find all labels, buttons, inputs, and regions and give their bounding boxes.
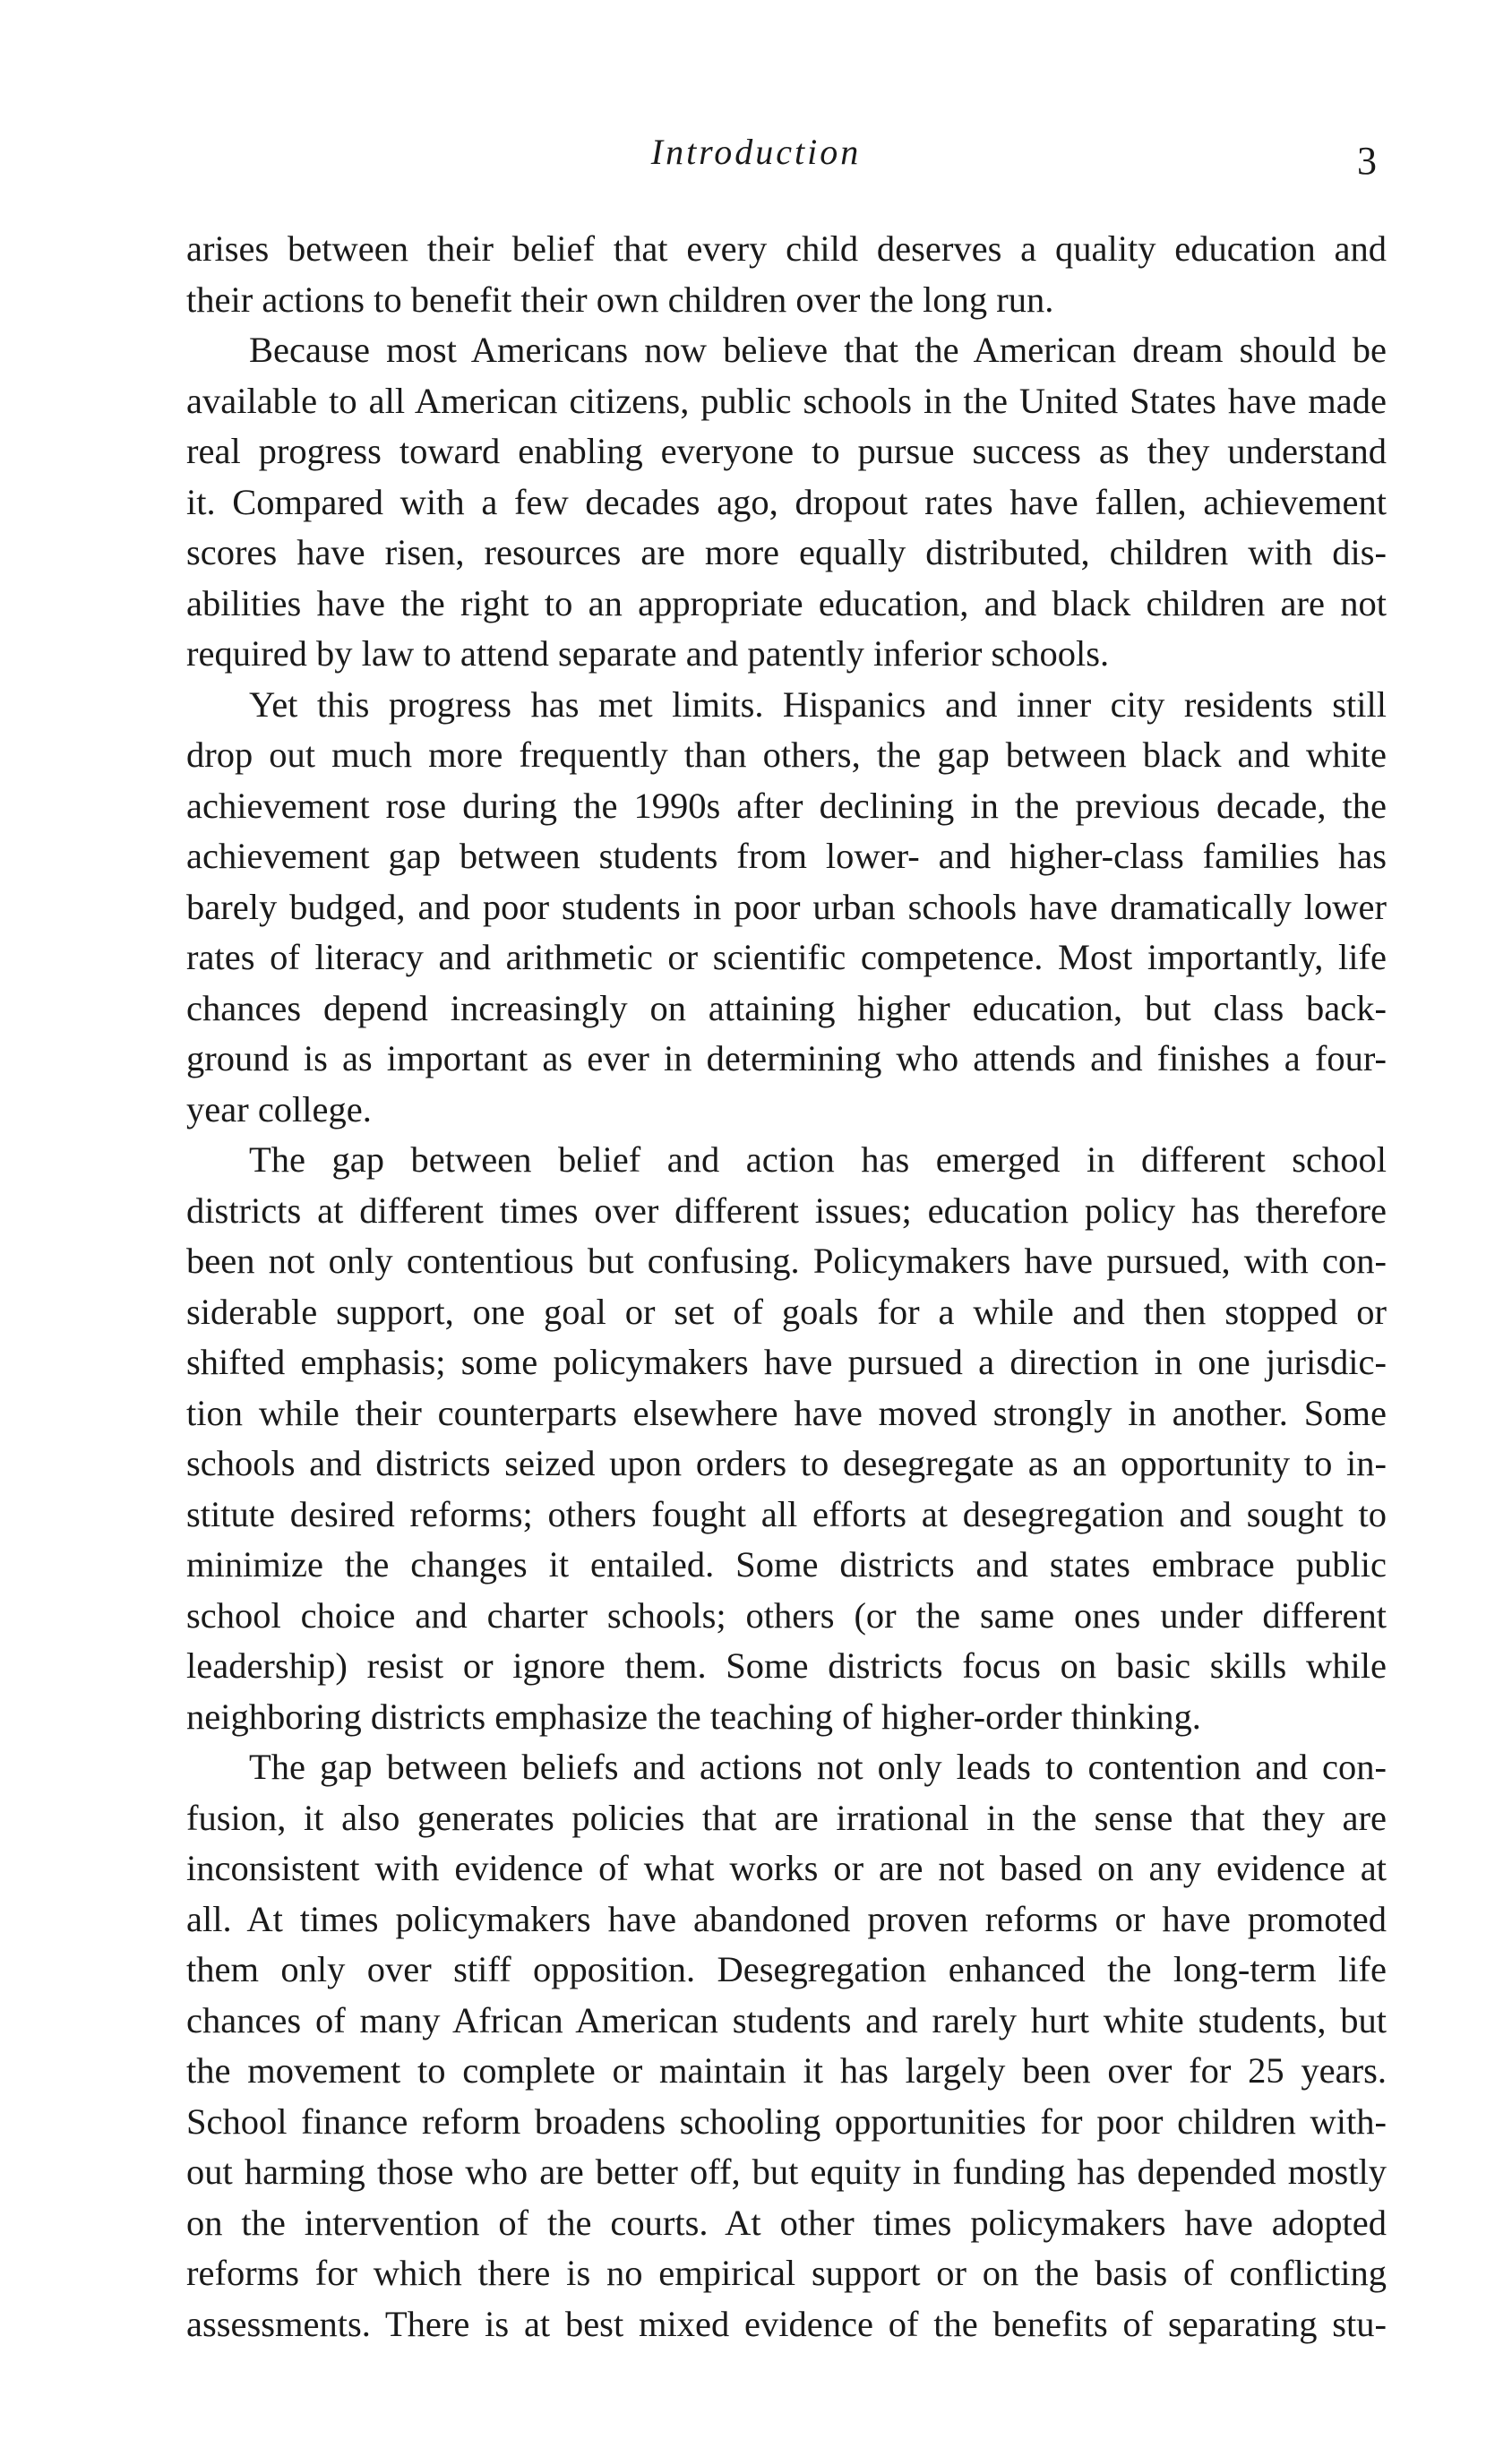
text-line: leadership) resist or ignore them. Some districts focus on basic skills while bbox=[186, 1645, 1387, 1686]
text-line: ground is as important as ever in determining who attends and finishes a four- bbox=[186, 1038, 1387, 1078]
text-line: tion while their counterparts elsewhere have moved strongly in another. Some bbox=[186, 1392, 1387, 1433]
text-line: required by law to attend separate and patently inferior schools. bbox=[186, 633, 1110, 674]
body-text bbox=[186, 224, 1387, 2349]
running-head bbox=[0, 131, 1512, 185]
text-line: minimize the changes it entailed. Some districts and states embrace public bbox=[186, 1544, 1387, 1585]
text-line: School finance reform broadens schooling opportunities for poor children with- bbox=[186, 2100, 1387, 2142]
chapter-title: Introduction bbox=[650, 132, 862, 172]
text-line: fusion, it also generates policies that are irrational in the sense that they are bbox=[186, 1797, 1387, 1838]
text-line: inconsistent with evidence of what works or are not based on any evidence at bbox=[186, 1848, 1387, 1888]
text-line: scores have risen, resources are more equally distributed, children with dis- bbox=[186, 532, 1387, 572]
text-line: stitute desired reforms; others fought all efforts at desegregation and sought to bbox=[186, 1493, 1387, 1534]
text-line: arises between their belief that every child deserves a quality education and bbox=[186, 228, 1387, 269]
text-line: all. At times policymakers have abandoned proven reforms or have promoted bbox=[186, 1898, 1387, 1939]
text-line: chances of many African American students and rarely hurt white students, but bbox=[186, 1999, 1387, 2040]
text-line: on the intervention of the courts. At other times policymakers have adopted bbox=[186, 2202, 1387, 2243]
text-line: assessments. There is at best mixed evidence of the benefits of separating stu- bbox=[186, 2303, 1387, 2344]
text-line: their actions to benefit their own children over the long run. bbox=[186, 279, 1054, 320]
text-line: barely budged, and poor students in poor urban schools have dramatically lower bbox=[186, 886, 1387, 927]
text-line: reforms for which there is no empirical support or on the basis of conflicting bbox=[186, 2253, 1387, 2293]
text-line: Yet this progress has met limits. Hispanics and inner city residents still bbox=[249, 683, 1387, 725]
text-line: achievement gap between students from lower- and higher-class families has bbox=[186, 836, 1387, 876]
text-line: districts at different times over different issues; education policy has therefore bbox=[186, 1190, 1387, 1231]
text-line: achievement rose during the 1990s after declining in the previous decade, the bbox=[186, 785, 1387, 826]
text-line: shifted emphasis; some policymakers have pursued a direction in one jurisdic- bbox=[186, 1342, 1387, 1382]
text-line: siderable support, one goal or set of goals for a while and then stopped or bbox=[186, 1291, 1387, 1332]
page-number: 3 bbox=[1357, 139, 1377, 183]
text-line: schools and districts seized upon orders to desegregate as an opportunity to in- bbox=[186, 1443, 1387, 1483]
text-line: chances depend increasingly on attaining higher education, but class back- bbox=[186, 987, 1387, 1028]
text-line: the movement to complete or maintain it has largely been over for 25 years. bbox=[186, 2050, 1387, 2091]
text-line: The gap between beliefs and actions not only leads to contention and con- bbox=[249, 1747, 1387, 1787]
text-line: school choice and charter schools; others (or the same ones under different bbox=[186, 1594, 1387, 1636]
text-line: year college. bbox=[186, 1088, 372, 1130]
text-line: been not only contentious but confusing. Policymakers have pursued, with con- bbox=[186, 1241, 1387, 1281]
text-line: it. Compared with a few decades ago, dropout rates have fallen, achievement bbox=[186, 481, 1387, 522]
text-line: available to all American citizens, public schools in the United States have made bbox=[186, 380, 1387, 421]
text-line: abilities have the right to an appropriate education, and black children are not bbox=[186, 582, 1387, 623]
text-line: rates of literacy and arithmetic or scientific competence. Most importantly, life bbox=[186, 937, 1387, 977]
text-line: out harming those who are better off, but equity in funding has depended mostly bbox=[186, 2152, 1387, 2192]
text-line: Because most Americans now believe that the American dream should be bbox=[249, 330, 1387, 370]
text-line: real progress toward enabling everyone to pursue success as they understand bbox=[186, 431, 1387, 471]
text-line: The gap between belief and action has emerged in different school bbox=[249, 1139, 1387, 1180]
text-line: drop out much more frequently than others, the gap between black and white bbox=[186, 734, 1387, 775]
text-line: neighboring districts emphasize the teaching of higher-order thinking. bbox=[186, 1696, 1201, 1737]
text-line: them only over stiff opposition. Desegregation enhanced the long-term life bbox=[186, 1949, 1387, 1989]
